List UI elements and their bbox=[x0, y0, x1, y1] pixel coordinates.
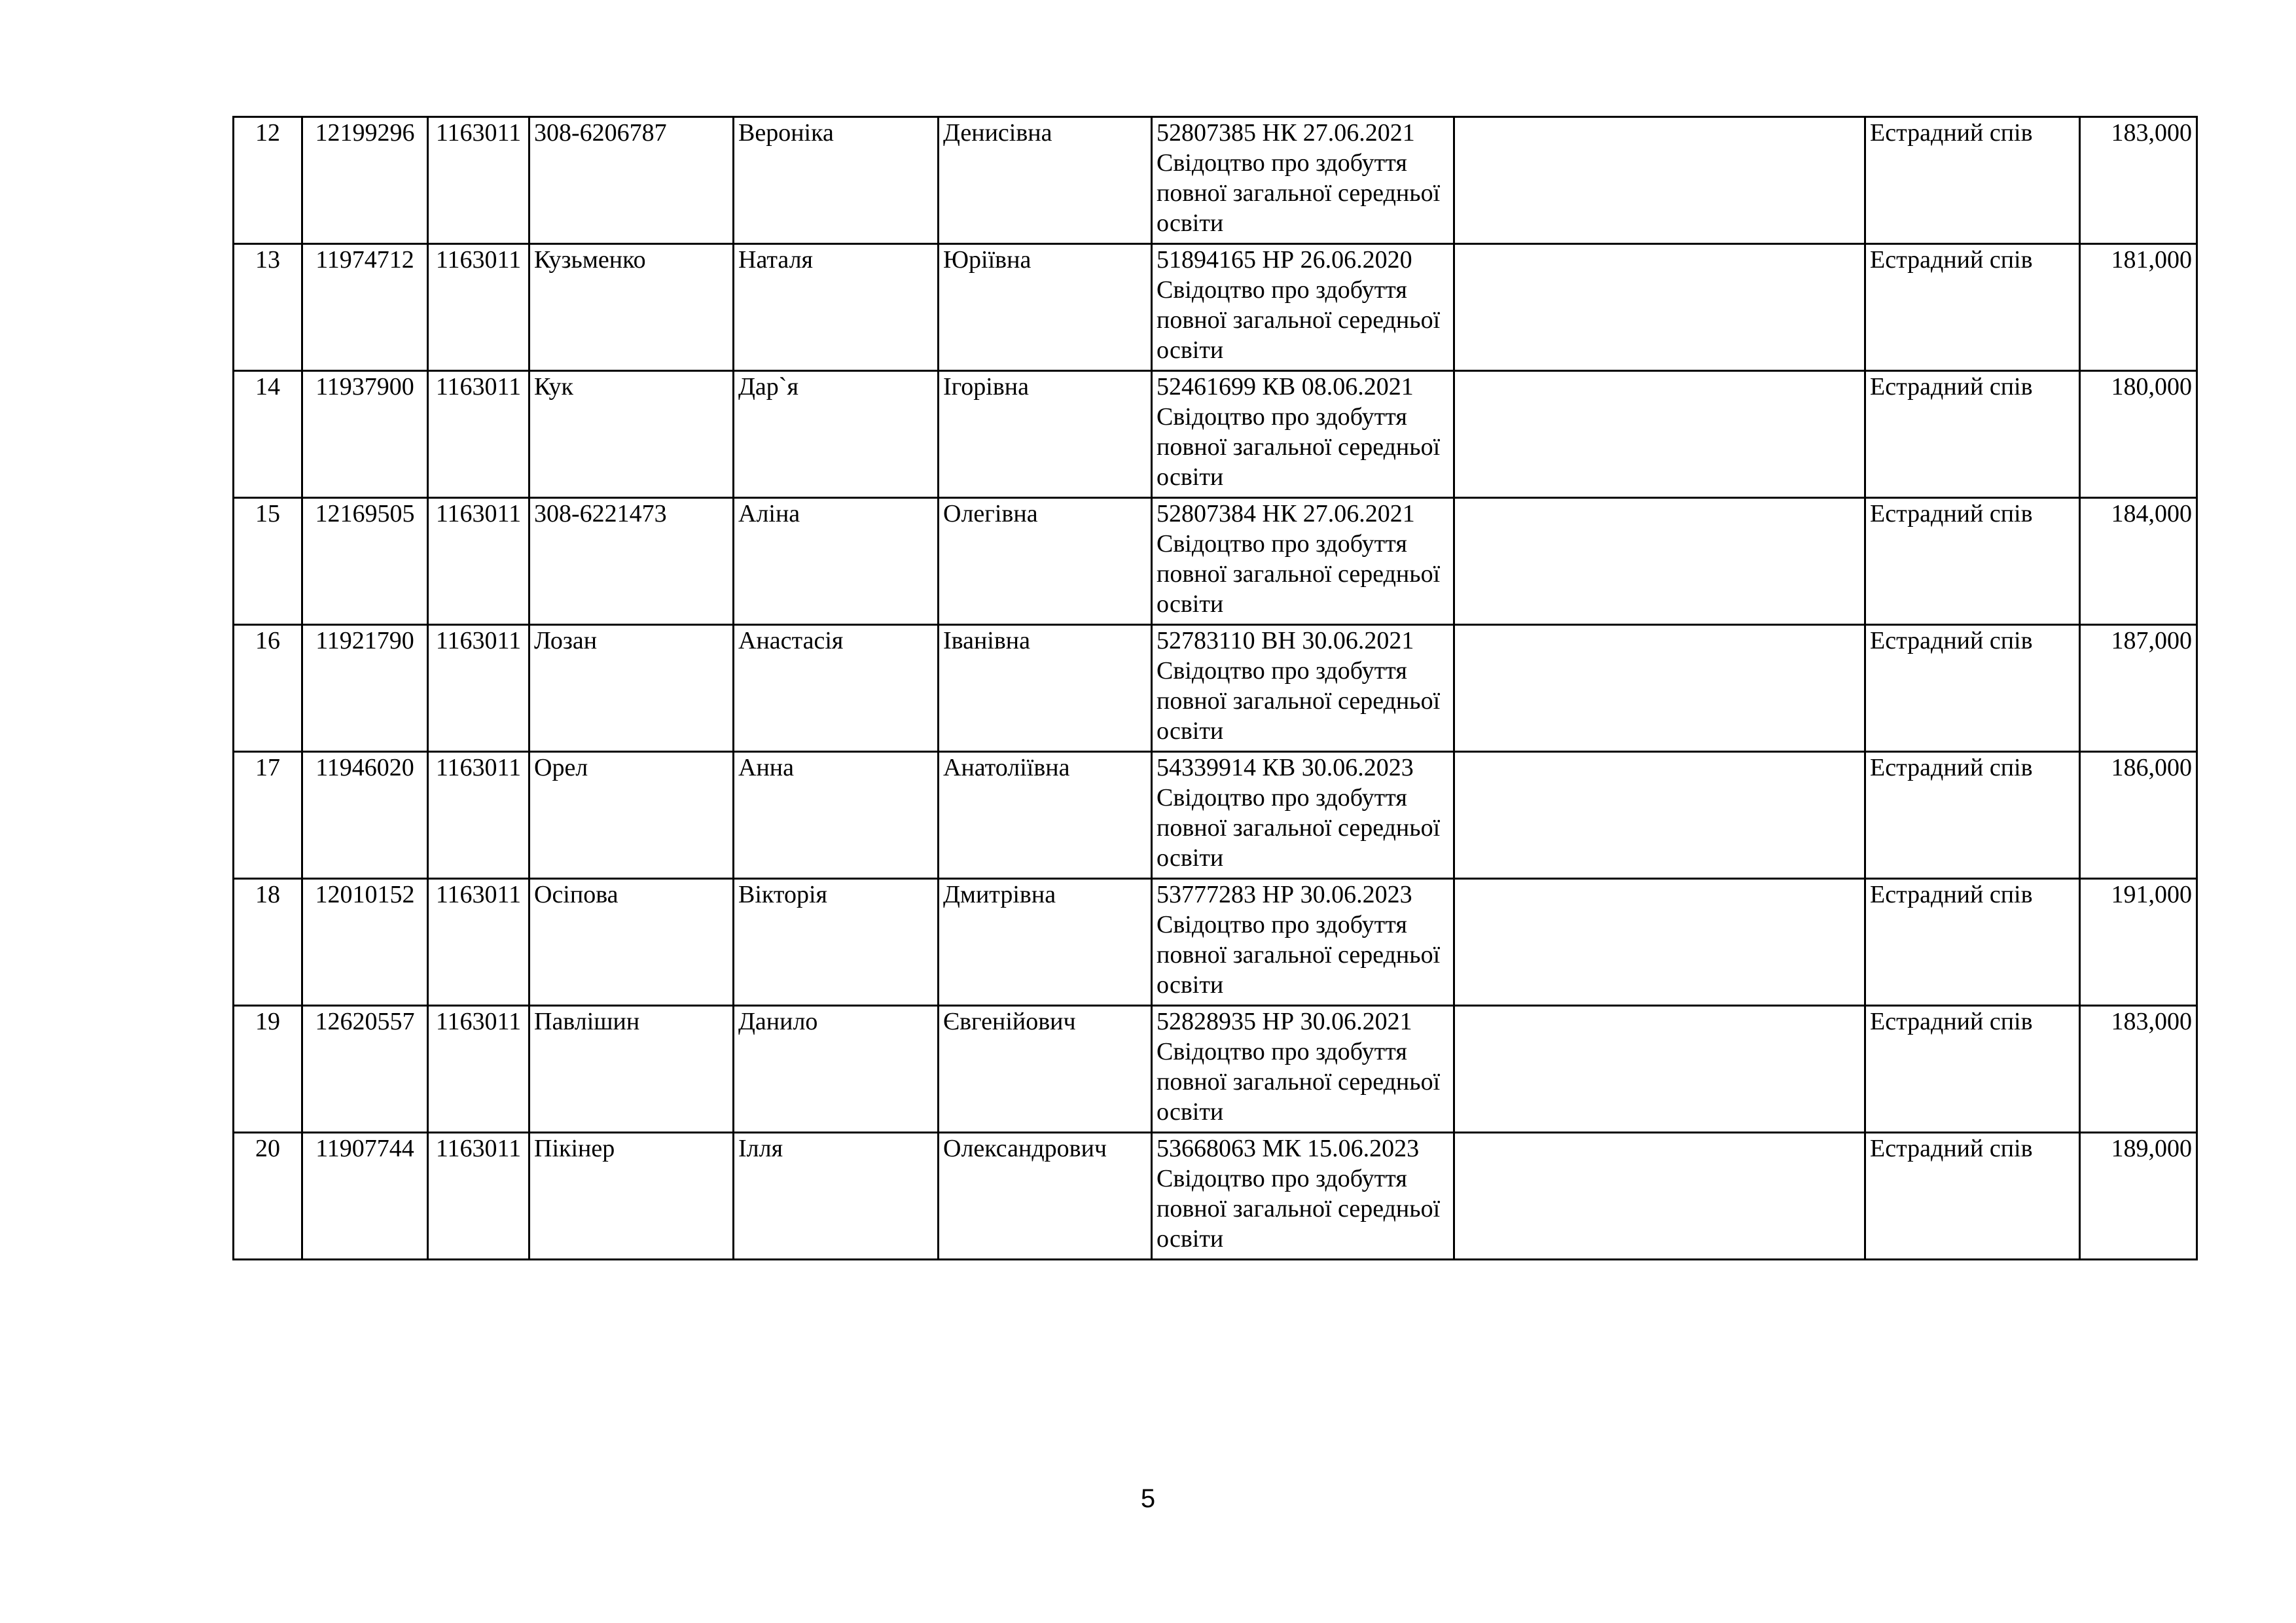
score: 186,000 bbox=[2080, 752, 2197, 879]
first-name: Дар`я bbox=[734, 371, 939, 498]
row-number: 14 bbox=[234, 371, 302, 498]
education-document bbox=[1152, 879, 1454, 1006]
row-number: 17 bbox=[234, 752, 302, 879]
document-type: Свідоцтво про здобуття повної загальної середньої освіти bbox=[1157, 530, 1441, 618]
patronymic: Ігорівна bbox=[939, 371, 1152, 498]
score: 180,000 bbox=[2080, 371, 2197, 498]
applicant-id: 12169505 bbox=[302, 498, 428, 625]
first-name: Данило bbox=[734, 1006, 939, 1133]
table-row bbox=[234, 1006, 2197, 1133]
education-document bbox=[1152, 1133, 1454, 1260]
first-name: Анна bbox=[734, 752, 939, 879]
program-code: 1163011 bbox=[428, 752, 529, 879]
document-type: Свідоцтво про здобуття повної загальної середньої освіти bbox=[1157, 149, 1441, 237]
document-number: 53777283 НР 30.06.2023 bbox=[1157, 881, 1412, 908]
program-code: 1163011 bbox=[428, 498, 529, 625]
note bbox=[1454, 498, 1865, 625]
score: 187,000 bbox=[2080, 625, 2197, 752]
note bbox=[1454, 879, 1865, 1006]
applicant-id: 12620557 bbox=[302, 1006, 428, 1133]
note bbox=[1454, 117, 1865, 244]
row-number: 19 bbox=[234, 1006, 302, 1133]
program-code: 1163011 bbox=[428, 1006, 529, 1133]
surname: Орел bbox=[529, 752, 734, 879]
program-code: 1163011 bbox=[428, 371, 529, 498]
applicants-table bbox=[232, 116, 2198, 1260]
education-document bbox=[1152, 117, 1454, 244]
table-row bbox=[234, 879, 2197, 1006]
education-document bbox=[1152, 244, 1454, 371]
surname: 308-6221473 bbox=[529, 498, 734, 625]
note bbox=[1454, 752, 1865, 879]
surname: Кузьменко bbox=[529, 244, 734, 371]
applicant-id: 11921790 bbox=[302, 625, 428, 752]
row-number: 15 bbox=[234, 498, 302, 625]
document-type: Свідоцтво про здобуття повної загальної середньої освіти bbox=[1157, 1038, 1441, 1126]
document-number: 52828935 НР 30.06.2021 bbox=[1157, 1008, 1412, 1035]
surname: Пікінер bbox=[529, 1133, 734, 1260]
patronymic: Олександрович bbox=[939, 1133, 1152, 1260]
note bbox=[1454, 625, 1865, 752]
first-name: Ілля bbox=[734, 1133, 939, 1260]
score: 189,000 bbox=[2080, 1133, 2197, 1260]
score: 181,000 bbox=[2080, 244, 2197, 371]
document-type: Свідоцтво про здобуття повної загальної середньої освіти bbox=[1157, 276, 1441, 364]
document-type: Свідоцтво про здобуття повної загальної середньої освіти bbox=[1157, 1165, 1441, 1253]
applicant-id: 12010152 bbox=[302, 879, 428, 1006]
applicant-id: 11946020 bbox=[302, 752, 428, 879]
specialty: Естрадний спів bbox=[1865, 498, 2080, 625]
patronymic: Юріївна bbox=[939, 244, 1152, 371]
table-row bbox=[234, 244, 2197, 371]
specialty: Естрадний спів bbox=[1865, 1133, 2080, 1260]
first-name: Анастасія bbox=[734, 625, 939, 752]
patronymic: Денисівна bbox=[939, 117, 1152, 244]
first-name: Наталя bbox=[734, 244, 939, 371]
document-number: 54339914 КВ 30.06.2023 bbox=[1157, 754, 1414, 781]
document-number: 52783110 ВН 30.06.2021 bbox=[1157, 627, 1414, 654]
document-type: Свідоцтво про здобуття повної загальної середньої освіти bbox=[1157, 657, 1441, 745]
specialty: Естрадний спів bbox=[1865, 752, 2080, 879]
note bbox=[1454, 1006, 1865, 1133]
row-number: 16 bbox=[234, 625, 302, 752]
document-type: Свідоцтво про здобуття повної загальної середньої освіти bbox=[1157, 403, 1441, 491]
note bbox=[1454, 371, 1865, 498]
table-row bbox=[234, 1133, 2197, 1260]
first-name: Вікторія bbox=[734, 879, 939, 1006]
document-type: Свідоцтво про здобуття повної загальної середньої освіти bbox=[1157, 784, 1441, 872]
education-document bbox=[1152, 752, 1454, 879]
applicant-id: 11937900 bbox=[302, 371, 428, 498]
row-number: 13 bbox=[234, 244, 302, 371]
document-number: 53668063 МК 15.06.2023 bbox=[1157, 1135, 1420, 1162]
score: 191,000 bbox=[2080, 879, 2197, 1006]
score: 184,000 bbox=[2080, 498, 2197, 625]
patronymic: Дмитрівна bbox=[939, 879, 1152, 1006]
row-number: 18 bbox=[234, 879, 302, 1006]
program-code: 1163011 bbox=[428, 244, 529, 371]
specialty: Естрадний спів bbox=[1865, 879, 2080, 1006]
applicant-id: 11974712 bbox=[302, 244, 428, 371]
surname: Павлішин bbox=[529, 1006, 734, 1133]
applicant-id: 12199296 bbox=[302, 117, 428, 244]
specialty: Естрадний спів bbox=[1865, 244, 2080, 371]
document-type: Свідоцтво про здобуття повної загальної середньої освіти bbox=[1157, 911, 1441, 999]
applicant-id: 11907744 bbox=[302, 1133, 428, 1260]
patronymic: Іванівна bbox=[939, 625, 1152, 752]
specialty: Естрадний спів bbox=[1865, 117, 2080, 244]
document-number: 52461699 КВ 08.06.2021 bbox=[1157, 373, 1414, 401]
specialty: Естрадний спів bbox=[1865, 371, 2080, 498]
table-body bbox=[234, 117, 2197, 1260]
table-row bbox=[234, 752, 2197, 879]
table-row bbox=[234, 371, 2197, 498]
patronymic: Анатоліївна bbox=[939, 752, 1152, 879]
program-code: 1163011 bbox=[428, 879, 529, 1006]
table-row bbox=[234, 625, 2197, 752]
note bbox=[1454, 244, 1865, 371]
table-row bbox=[234, 498, 2197, 625]
page-number: 5 bbox=[1140, 1484, 1156, 1513]
surname: Осіпова bbox=[529, 879, 734, 1006]
program-code: 1163011 bbox=[428, 117, 529, 244]
row-number: 12 bbox=[234, 117, 302, 244]
first-name: Вероніка bbox=[734, 117, 939, 244]
score: 183,000 bbox=[2080, 1006, 2197, 1133]
education-document bbox=[1152, 498, 1454, 625]
surname: Кук bbox=[529, 371, 734, 498]
score: 183,000 bbox=[2080, 117, 2197, 244]
first-name: Аліна bbox=[734, 498, 939, 625]
row-number: 20 bbox=[234, 1133, 302, 1260]
document-number: 51894165 НР 26.06.2020 bbox=[1157, 246, 1412, 274]
specialty: Естрадний спів bbox=[1865, 625, 2080, 752]
patronymic: Євгенійович bbox=[939, 1006, 1152, 1133]
note bbox=[1454, 1133, 1865, 1260]
education-document bbox=[1152, 625, 1454, 752]
specialty: Естрадний спів bbox=[1865, 1006, 2080, 1133]
document-number: 52807384 НК 27.06.2021 bbox=[1157, 500, 1415, 527]
patronymic: Олегівна bbox=[939, 498, 1152, 625]
program-code: 1163011 bbox=[428, 1133, 529, 1260]
document-number: 52807385 НК 27.06.2021 bbox=[1157, 119, 1415, 147]
education-document bbox=[1152, 371, 1454, 498]
surname: 308-6206787 bbox=[529, 117, 734, 244]
surname: Лозан bbox=[529, 625, 734, 752]
education-document bbox=[1152, 1006, 1454, 1133]
program-code: 1163011 bbox=[428, 625, 529, 752]
table-row bbox=[234, 117, 2197, 244]
